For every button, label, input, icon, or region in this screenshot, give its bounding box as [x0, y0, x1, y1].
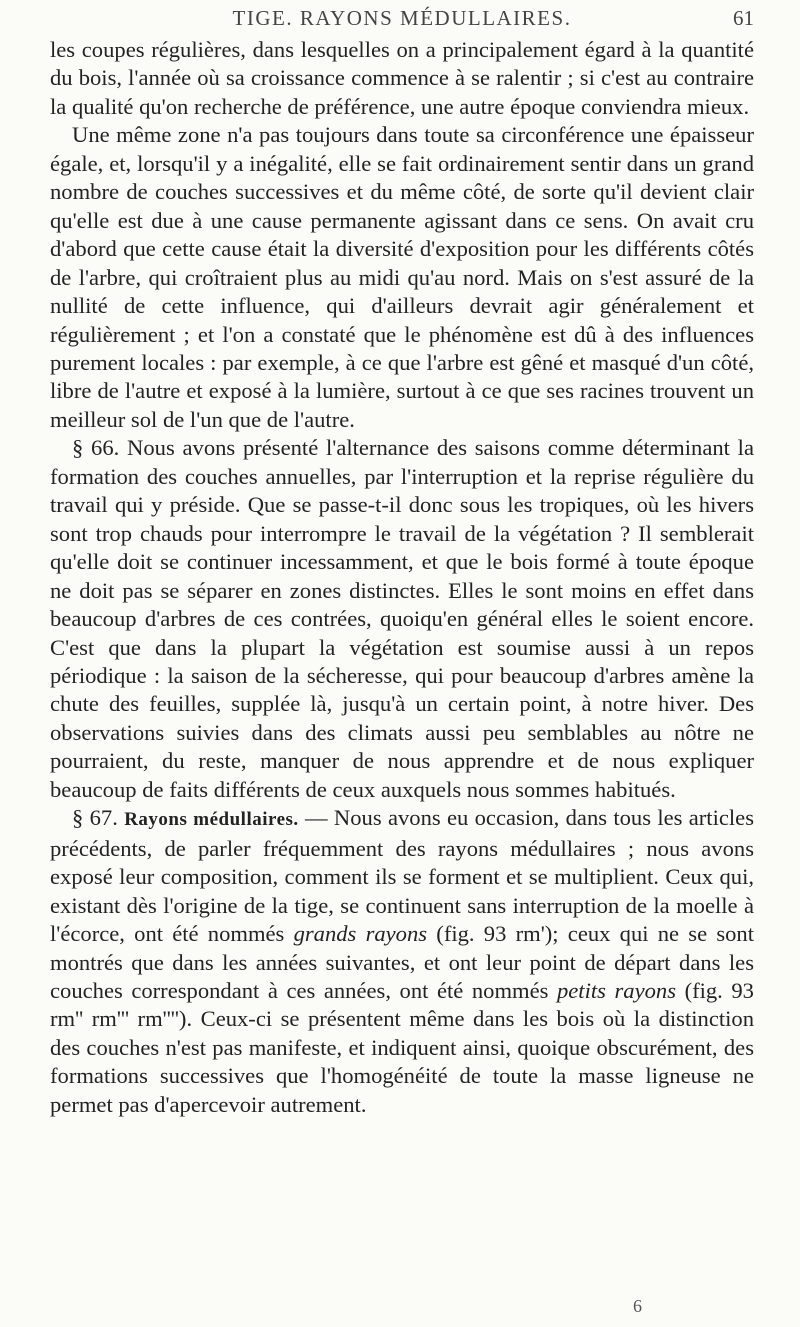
paragraph-zone-thickness: [50, 121, 754, 434]
term-grands-rayons: grands rayons: [293, 921, 428, 947]
section-number: § 67.: [72, 805, 118, 831]
signature-mark: 6: [633, 1296, 642, 1316]
page-number: 61: [733, 6, 754, 30]
running-head-title: TIGE. RAYONS MÉDULLAIRES.: [232, 6, 572, 30]
section-number: § 66.: [72, 435, 120, 461]
body-text: [50, 36, 754, 1119]
paragraph-section-66: [50, 434, 754, 804]
paragraph-text: Nous avons présenté l'alternance des saisons comme déterminant la formation des couches annuelles, par l'interruption et la reprise régulière du travail qui y préside. Que se passe-t-il donc sous les tropiques, où les hivers sont trop chauds pour interrompre le travail de la végétation ? Il semblerait qu'elle doit se continuer incessamment, et que le bois formé à toute époque ne doit pas se séparer en zones distinctes. Elles le sont moins en effet dans beaucoup d'arbres de ces contrées, quoiqu'en général elles le soient encore. C'est que dans la plupart la végétation est soumise aussi à un repos périodique : la saison de la sécheresse, qui pour beaucoup d'arbres amène la chute des feuilles, supplée là, jusqu'à un certain point, à notre hiver. Des observations suivies dans des climats aussi peu semblables au nôtre ne pourraient, du reste, manquer de nous apprendre et de nous expliquer beaucoup de faits différents de ceux auxquels nous sommes habitués.: [50, 435, 754, 802]
paragraph-text: ; ceux qui ne se sont montrés que dans les années suivantes, et ont leur point de départ dans les couches correspondant à ces années, ont été nommés: [50, 921, 754, 1003]
figure-reference: (fig. 93 rm'): [436, 921, 553, 947]
paragraph-text: les coupes régulières, dans lesquelles on a principalement égard à la quantité du bois, l'année où sa croissance commence à se ralentir ; si c'est au contraire la qualité qu'on recherche de préférence, une autre époque conviendra mieux.: [50, 37, 754, 119]
paragraph-continuation: [50, 36, 754, 121]
running-head: [50, 6, 754, 32]
section-heading: Rayons médullaires.: [124, 809, 299, 831]
term-petits-rayons: petits rayons: [556, 977, 676, 1003]
paragraph-text: — Nous avons eu occasion, dans tous les articles précédents, de parler fréquemment des rayons médullaires ; nous avons exposé leur composition, comment ils se forment et se multiplient. Ceux qui, existant dès l'origine de la tige, se continuent sans interruption de la moelle à l'écorce, ont été nommés: [50, 805, 754, 947]
book-page: [0, 6, 800, 1327]
paragraph-text: . Ceux-ci se présentent même dans les bois où la distinction des couches n'est pas manifeste, et indiquent ainsi, quoique obscurément, des formations successives que l'homogénéité de toute la masse ligneuse ne permet pas d'apercevoir autrement.: [50, 1006, 754, 1117]
paragraph-section-67: [50, 804, 754, 1119]
paragraph-text: Une même zone n'a pas toujours dans toute sa circonférence une épaisseur égale, et, lorsqu'il y a inégalité, elle se fait ordinairement sentir dans un grand nombre de couches successives et du même côté, de sorte qu'il devient clair qu'elle est due à une cause permanente agissant dans ce sens. On avait cru d'abord que cette cause était la diversité d'exposition pour les différents côtés de l'arbre, qui croîtraient plus au midi qu'au nord. Mais on s'est assuré de la nullité de cette influence, qui d'ailleurs devrait agir généralement et régulièrement ; et l'on a constaté que le phénomène est dû à des influences purement locales : par exemple, à ce que l'arbre est gêné et masqué d'un côté, libre de l'autre et exposé à la lumière, surtout à ce que ses racines trouvent un meilleur sol de l'un que de l'autre.: [50, 122, 754, 432]
figure-reference: (fig. 93 rm'' rm''' rm''''): [50, 977, 754, 1032]
